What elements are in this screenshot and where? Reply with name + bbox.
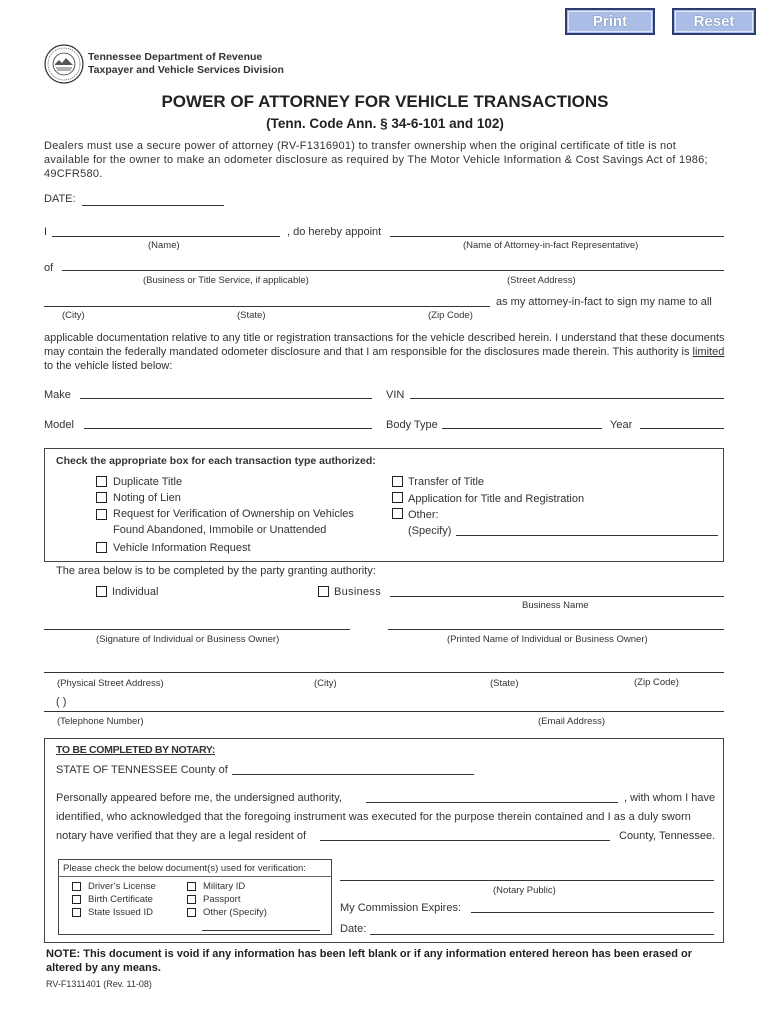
city-caption: (City) <box>62 310 85 321</box>
passport-checkbox[interactable] <box>187 895 196 904</box>
model-field[interactable] <box>84 428 372 429</box>
other-checkbox[interactable] <box>392 508 403 519</box>
year-field[interactable] <box>640 428 724 429</box>
other-doc-label: Other (Specify) <box>203 907 267 918</box>
drivers-license-label: Driver’s License <box>88 881 156 892</box>
grantor-intro: The area below is to be completed by the party granting authority: <box>56 565 376 577</box>
print-button[interactable]: Print <box>565 8 655 35</box>
appeared-name-field[interactable] <box>366 802 618 803</box>
county-text: County, Tennessee. <box>619 830 716 842</box>
department-name: Tennessee Department of Revenue <box>88 51 263 63</box>
drivers-license-checkbox[interactable] <box>72 882 81 891</box>
with-whom-text: , with whom I have <box>624 792 716 804</box>
other-label: Other: <box>408 509 439 521</box>
other-specify-field[interactable] <box>456 535 718 536</box>
vehicle-info-label: Vehicle Information Request <box>113 542 251 554</box>
notary-date-field[interactable] <box>370 934 714 935</box>
notary-state-label: STATE OF TENNESSEE County of <box>56 764 228 776</box>
resident-text: notary have verified that they are a legal resident of <box>56 830 307 842</box>
attorney-caption: (Name of Attorney-in-fact Representative) <box>463 240 639 251</box>
birth-certificate-label: Birth Certificate <box>88 894 153 905</box>
other-doc-checkbox[interactable] <box>187 908 196 917</box>
birth-certificate-checkbox[interactable] <box>72 895 81 904</box>
name-caption: (Name) <box>148 240 180 251</box>
transfer-title-label: Transfer of Title <box>408 476 485 488</box>
transaction-heading: Check the appropriate box for each transaction type authorized: <box>56 455 376 467</box>
commission-label: My Commission Expires: <box>340 902 462 914</box>
appeared-text: Personally appeared before me, the undersigned authority, <box>56 792 342 804</box>
appoint-label: , do hereby appoint <box>287 226 382 238</box>
business-name-field[interactable] <box>390 596 724 597</box>
reset-button[interactable]: Reset <box>672 8 756 35</box>
specify-label: (Specify) <box>408 525 452 537</box>
make-label: Make <box>44 389 71 401</box>
physical-address-field[interactable] <box>44 672 724 673</box>
phone-caption: (Telephone Number) <box>57 716 144 727</box>
business-address-field[interactable] <box>62 270 724 271</box>
city-state-zip-field[interactable] <box>44 306 490 307</box>
i-label: I <box>44 226 48 238</box>
of-label: of <box>44 262 54 274</box>
verification-checkbox[interactable] <box>96 509 107 520</box>
business-caption: (Business or Title Service, if applicable) <box>143 275 309 286</box>
passport-label: Passport <box>203 894 241 905</box>
email-caption: (Email Address) <box>538 716 606 727</box>
model-label: Model <box>44 419 74 431</box>
date-label: DATE: <box>44 193 76 205</box>
grantor-city-caption: (City) <box>314 678 337 689</box>
noting-of-lien-checkbox[interactable] <box>96 492 107 503</box>
printed-name-field[interactable] <box>388 629 724 630</box>
application-checkbox[interactable] <box>392 492 403 503</box>
physical-address-caption: (Physical Street Address) <box>57 678 164 689</box>
notary-heading: TO BE COMPLETED BY NOTARY: <box>56 744 216 756</box>
authority-paragraph: applicable documentation relative to any title or registration transactions for the vehicle described herein. I understand that these documents may contain the federally mandated odometer disclosure and that I am responsible for the disclosures made therein. This authority is limited to the vehicle listed below: <box>44 332 725 372</box>
phone-area-code: ( ) <box>56 696 67 708</box>
division-name: Taxpayer and Vehicle Services Division <box>88 64 284 76</box>
body-type-field[interactable] <box>442 428 602 429</box>
noting-of-lien-label: Noting of Lien <box>113 492 181 504</box>
transfer-title-checkbox[interactable] <box>392 476 403 487</box>
identified-text: identified, who acknowledged that the foregoing instrument was executed for the purpose therein contained and I as a duly sworn <box>56 811 691 823</box>
business-checkbox[interactable] <box>318 586 329 597</box>
docs-divider <box>58 876 332 877</box>
individual-label: Individual <box>112 586 159 598</box>
duplicate-title-label: Duplicate Title <box>113 476 183 488</box>
page-title: POWER OF ATTORNEY FOR VEHICLE TRANSACTIONS <box>161 92 609 111</box>
state-caption: (State) <box>237 310 266 321</box>
state-id-label: State Issued ID <box>88 907 153 918</box>
resident-county-field[interactable] <box>320 840 610 841</box>
grantor-name-field[interactable] <box>52 236 280 237</box>
void-note: NOTE: This document is void if any information has been left blank or if any information entered hereon has been erased or altered by any means. <box>46 948 693 974</box>
phone-email-field[interactable] <box>44 711 724 712</box>
verification-label-2: Found Abandoned, Immobile or Unattended <box>113 524 327 536</box>
military-id-label: Military ID <box>203 881 246 892</box>
other-doc-field[interactable] <box>202 930 320 931</box>
commission-field[interactable] <box>471 912 714 913</box>
notary-date-label: Date: <box>340 923 367 935</box>
sign-text: as my attorney-in-fact to sign my name to all <box>496 296 712 308</box>
page-subtitle: (Tenn. Code Ann. § 34-6-101 and 102) <box>266 116 504 131</box>
vehicle-info-checkbox[interactable] <box>96 542 107 553</box>
notary-caption: (Notary Public) <box>493 885 556 896</box>
application-label: Application for Title and Registration <box>408 493 585 505</box>
date-field[interactable] <box>82 205 224 206</box>
body-type-label: Body Type <box>386 419 438 431</box>
military-id-checkbox[interactable] <box>187 882 196 891</box>
verification-label-1: Request for Verification of Ownership on Vehicles <box>113 508 354 520</box>
year-label: Year <box>610 419 633 431</box>
printed-name-caption: (Printed Name of Individual or Business Owner) <box>447 634 648 645</box>
business-name-caption: Business Name <box>522 600 589 611</box>
grantor-zip-caption: (Zip Code) <box>634 677 679 688</box>
state-id-checkbox[interactable] <box>72 908 81 917</box>
vin-label: VIN <box>386 389 405 401</box>
duplicate-title-checkbox[interactable] <box>96 476 107 487</box>
individual-checkbox[interactable] <box>96 586 107 597</box>
zip-caption: (Zip Code) <box>428 310 473 321</box>
notary-county-field[interactable] <box>232 774 474 775</box>
street-caption: (Street Address) <box>507 275 576 286</box>
intro-paragraph: Dealers must use a secure power of attorney (RV-F1316901) to transfer ownership when the original certificate of title is not available for the owner to make an odometer disclosure as required by The Motor Vehicle Information & Cost Savings Act of 1986; 49CFR580. <box>44 140 708 180</box>
grantor-state-caption: (State) <box>490 678 519 689</box>
notary-signature-field[interactable] <box>340 880 714 881</box>
signature-caption: (Signature of Individual or Business Owner) <box>96 634 280 645</box>
vin-field[interactable] <box>410 398 724 399</box>
signature-field[interactable] <box>44 629 350 630</box>
attorney-name-field[interactable] <box>390 236 724 237</box>
make-field[interactable] <box>80 398 372 399</box>
form-id: RV-F1311401 (Rev. 11-08) <box>46 979 152 989</box>
state-seal-icon <box>44 44 84 84</box>
docs-heading: Please check the below document(s) used for verification: <box>63 863 306 874</box>
business-label: Business <box>334 586 382 598</box>
